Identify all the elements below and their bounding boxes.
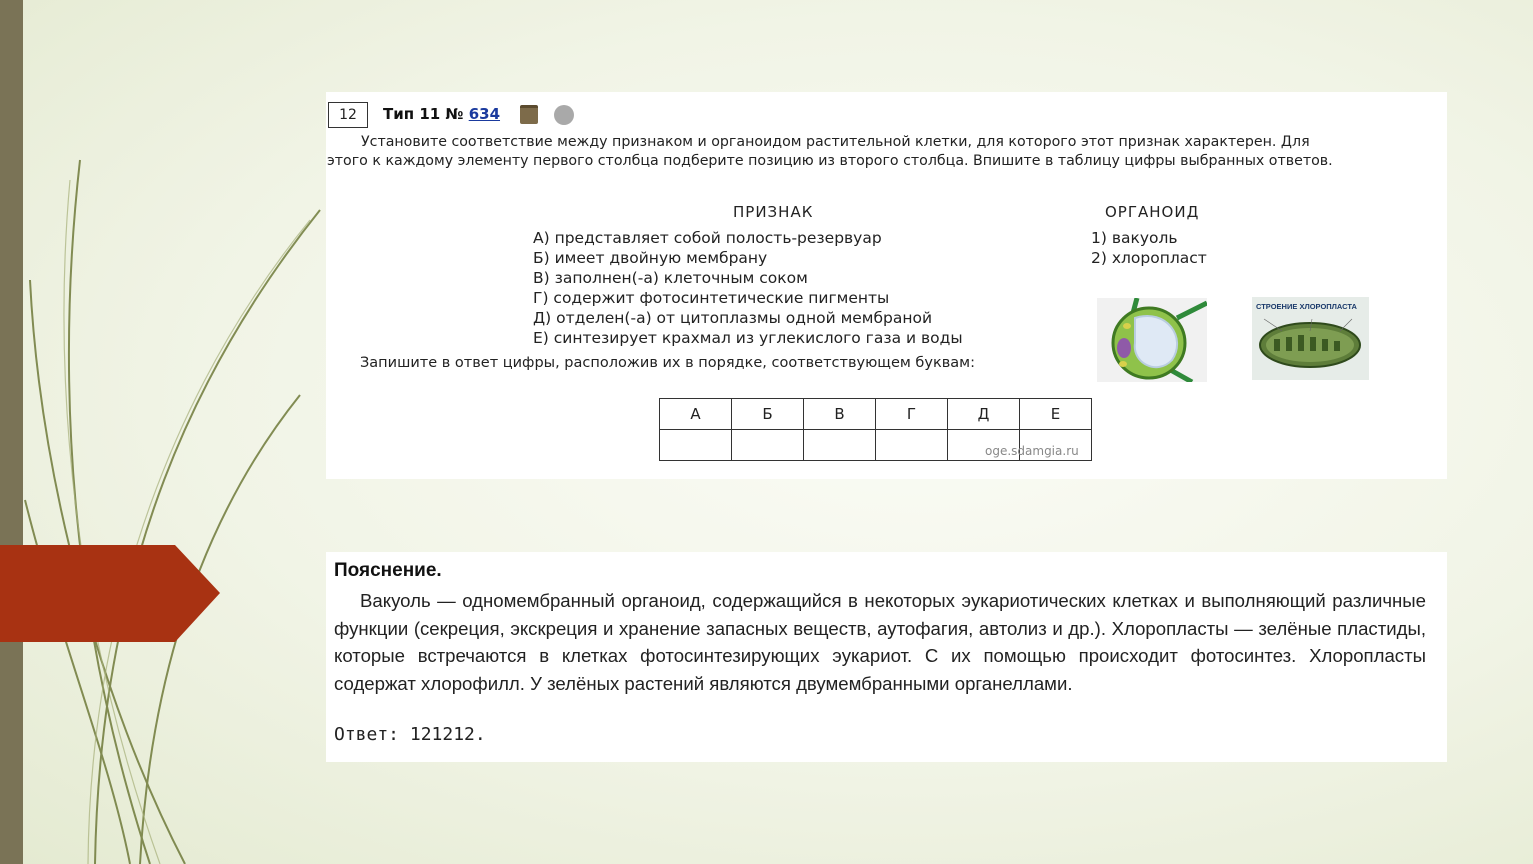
feature-list <box>533 228 963 348</box>
task-type-prefix: Тип 11 № <box>383 105 469 123</box>
task-number-box: 12 <box>328 102 368 128</box>
task-id-link[interactable]: 634 <box>468 105 501 123</box>
answer-cell[interactable] <box>732 430 804 461</box>
answer-cell[interactable] <box>660 430 732 461</box>
organoid-column-title: ОРГАНОИД <box>1105 203 1200 221</box>
explanation-body: Вакуоль — одномембранный органоид, содержащийся в некоторых эукариотических клетках и выполняющий различные функции (секреция, экскреция и хранение запасных веществ, аутофагия, автолиз и др.). Хлоропласты — зелёные пластиды, которые встречаются в клетках фотосинтезирующих эукариот. С их помощью происходит фотосинтез. Хлоропласты содержат хлорофилл. У зелёных растений являются двумембранными органеллами. <box>334 590 1426 694</box>
feature-item: Д) отделен(-а) от цитоплазмы одной мембраной <box>533 309 933 327</box>
explanation-title: Пояснение. <box>334 560 442 581</box>
briefcase-icon[interactable] <box>520 105 538 124</box>
organoid-item: 1) вакуоль <box>1091 229 1178 247</box>
chloroplast-structure-image <box>1252 297 1369 380</box>
answer-column-header: Е <box>1020 399 1092 430</box>
question-text <box>327 133 1427 171</box>
chloroplast-image-title: СТРОЕНИЕ ХЛОРОПЛАСТА <box>1256 302 1357 311</box>
organoid-list <box>1091 228 1207 268</box>
red-arrow-shape <box>0 545 220 642</box>
question-line-1: Установите соответствие между признаком и органоидом растительной клетки, для которого этот признак характерен. Для <box>361 134 1310 150</box>
feature-column-title: ПРИЗНАК <box>733 203 814 221</box>
decorative-grass-lines <box>0 0 330 864</box>
feature-item: Б) имеет двойную мембрану <box>533 249 768 267</box>
site-watermark: oge.sdamgia.ru <box>985 444 1079 458</box>
answer-cell[interactable] <box>804 430 876 461</box>
plant-cell-image <box>1097 298 1207 382</box>
task-type-label <box>383 105 500 123</box>
feature-item: А) представляет собой полость-резервуар <box>533 229 882 247</box>
organoid-item: 2) хлоропласт <box>1091 249 1207 267</box>
answer-column-header: Г <box>876 399 948 430</box>
question-line-rest: этого к каждому элементу первого столбца подберите позицию из второго столбца. Впишите в таблицу цифры выбранных ответов. <box>327 153 1333 169</box>
answer-column-header: Б <box>732 399 804 430</box>
feature-item: Г) содержит фотосинтетические пигменты <box>533 289 890 307</box>
answer-instruction: Запишите в ответ цифры, расположив их в порядке, соответствующем буквам: <box>360 355 975 371</box>
feature-item: Е) синтезирует крахмал из углекислого газа и воды <box>533 329 963 347</box>
answer-cell[interactable] <box>876 430 948 461</box>
answer-column-header: А <box>660 399 732 430</box>
answer-column-header: В <box>804 399 876 430</box>
explanation-panel <box>326 552 1447 762</box>
task-panel <box>326 92 1447 479</box>
answer-column-header: Д <box>948 399 1020 430</box>
explanation-text <box>334 587 1426 697</box>
answer-table-header-row <box>660 399 1092 430</box>
status-circle-icon[interactable] <box>554 105 574 125</box>
feature-item: В) заполнен(-а) клеточным соком <box>533 269 808 287</box>
final-answer: Ответ: 121212. <box>334 724 486 745</box>
